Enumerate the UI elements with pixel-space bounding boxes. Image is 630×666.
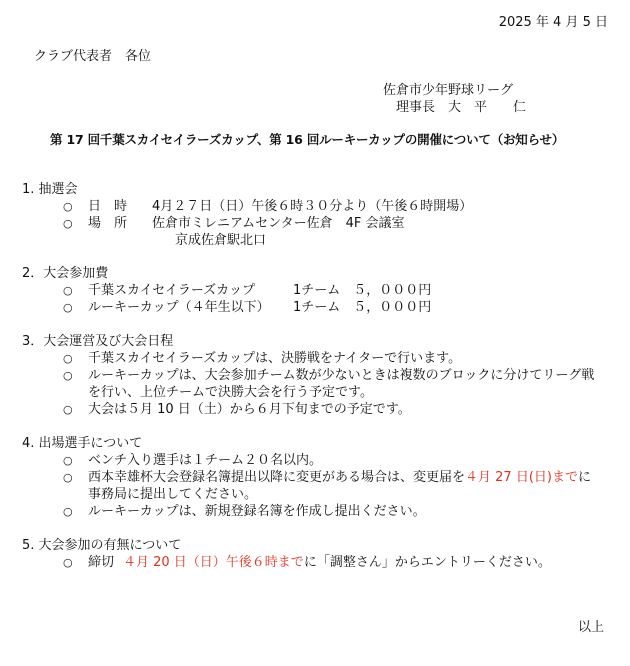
sender-organization: 佐倉市少年野球リーグ: [383, 83, 514, 98]
item-label: 場 所: [88, 216, 128, 231]
sender-name: 理事長 大 平 仁: [396, 100, 527, 115]
deadline-highlight: ４月 20 日（日）午後６時まで: [123, 555, 304, 570]
item-value: 4月２７日（日）午後６時３０分より（午後６時開場）: [152, 199, 473, 214]
list-item-text: 千葉スカイセイラーズカップは、決勝戦をナイターで行います。: [88, 351, 462, 366]
section-heading: 2．大会参加費: [22, 266, 109, 281]
fee-item-name: ルーキーカップ（４年生以下）: [88, 300, 270, 315]
item-value: 佐倉市ミレニアムセンター佐倉 4F 会議室: [152, 216, 405, 231]
item-value-continued: 京成佐倉駅北口: [175, 233, 267, 248]
bullet-icon: ○: [63, 454, 73, 467]
list-item-text-post: に: [577, 470, 591, 485]
bullet-icon: ○: [63, 471, 73, 484]
bullet-icon: ○: [63, 301, 73, 314]
list-item-text: 大会は５月 10 日（土）から６月下旬までの予定です。: [88, 402, 411, 417]
section-heading: 1. 抽選会: [22, 182, 78, 197]
bullet-icon: ○: [63, 217, 73, 230]
section-heading: 3．大会運営及び大会日程: [22, 334, 174, 349]
list-item-text-pre: 西本幸雄杯大会登録名簿提出以降に変更がある場合は、変更届を: [88, 470, 466, 485]
list-item-text-post: に「調整さん」からエントリーください。: [303, 555, 551, 570]
section-heading: 5. 大会参加の有無について: [22, 538, 182, 553]
bullet-icon: ○: [63, 403, 73, 416]
fee-item-amount: 1チーム ５，０００円: [293, 300, 432, 315]
deadline-highlight: ４月 27 日(日)まで: [465, 470, 578, 485]
list-item-text: [123, 555, 551, 571]
bullet-icon: ○: [63, 505, 73, 518]
list-item-text-continued: を行い、上位チームで決勝大会を行う予定です。: [88, 385, 373, 400]
fee-item-amount: 1チーム ５，０００円: [293, 283, 432, 298]
list-item-text-continued: 事務局に提出してください。: [88, 487, 258, 502]
fee-item-name: 千葉スカイセイラーズカップ: [88, 283, 256, 298]
bullet-icon: ○: [63, 369, 73, 382]
document-title: 第 17 回千葉スカイセイラーズカップ、第 16 回ルーキーカップの開催について（お知らせ）: [50, 132, 565, 147]
addressee: クラブ代表者 各位: [34, 49, 152, 64]
section-heading: 4. 出場選手について: [22, 436, 143, 451]
list-item-text: ルーキーカップは、新規登録名簿を作成し提出ください。: [88, 504, 426, 519]
bullet-icon: ○: [63, 284, 73, 297]
bullet-icon: ○: [63, 556, 73, 569]
bullet-icon: ○: [63, 200, 73, 213]
document-date: 2025 年 4 月 5 日: [498, 15, 608, 30]
list-item-text: [88, 470, 591, 486]
closing-text: 以上: [577, 620, 604, 635]
bullet-icon: ○: [63, 352, 73, 365]
item-label: 締切: [88, 555, 115, 570]
list-item-text: ベンチ入り選手は１チーム２０名以内。: [88, 453, 323, 468]
item-label: 日 時: [88, 199, 128, 214]
list-item-text: ルーキーカップは、大会参加チーム数が少ないときは複数のブロックに分けてリーグ戦: [88, 368, 595, 383]
